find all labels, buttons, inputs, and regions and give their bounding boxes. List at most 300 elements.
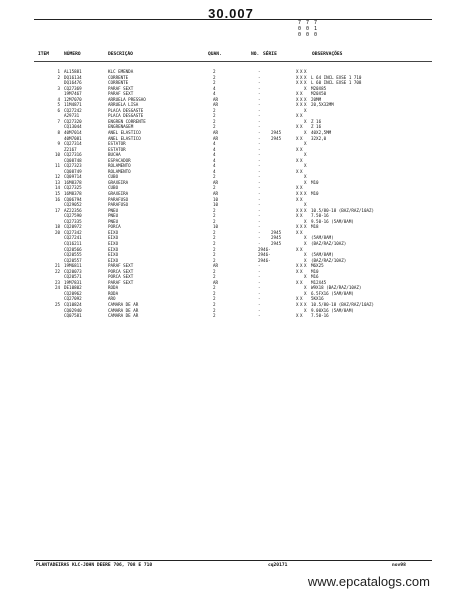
part-number: CQ20566 bbox=[64, 246, 82, 252]
observation: 32X2,0 bbox=[311, 135, 327, 141]
model-mark: X bbox=[296, 69, 299, 74]
col-qty-header: QUAN. bbox=[208, 52, 222, 57]
serial-from: - bbox=[258, 107, 261, 113]
part-number: DQ16476 bbox=[64, 80, 82, 86]
observation: 9.00X16 (5AM/8AM) bbox=[311, 307, 354, 313]
part-number: CQ16211 bbox=[64, 240, 82, 246]
quantity: 2 bbox=[213, 307, 216, 313]
serial-from: - bbox=[258, 307, 261, 313]
quantity: AR bbox=[213, 130, 219, 136]
part-number: DE10802 bbox=[64, 285, 82, 291]
model-mark: X bbox=[300, 207, 303, 213]
quantity: 2 bbox=[213, 296, 216, 302]
part-number: CQ20571 bbox=[64, 274, 82, 280]
part-number: 16M8378 bbox=[64, 191, 82, 197]
model-mark: X bbox=[296, 102, 299, 108]
serial-to: 2945 bbox=[271, 135, 282, 141]
description: BUCHA bbox=[108, 152, 121, 158]
col-obs-header: OBSERVAÇÕES bbox=[312, 52, 343, 57]
observation: 9.50-16 (5AM/8AM) bbox=[311, 218, 354, 224]
description: KLC EMENDA bbox=[108, 69, 134, 74]
model-mark: X bbox=[304, 107, 307, 113]
serial-from: - bbox=[258, 285, 261, 291]
model-mark: X bbox=[300, 91, 303, 97]
serial-from: - bbox=[258, 290, 261, 296]
model-mark: X bbox=[304, 152, 307, 158]
serial-from: 2946- bbox=[258, 257, 271, 263]
observation: 7.50-16 bbox=[311, 313, 329, 319]
description: ROLAMENTO bbox=[108, 168, 131, 174]
model-mark: X bbox=[300, 246, 303, 252]
parts-table bbox=[0, 69, 462, 319]
part-number: CQ27314 bbox=[64, 141, 82, 147]
observation: 10.5/80-18 (BAZ/RAZ/10AZ) bbox=[311, 207, 375, 213]
table-row bbox=[0, 313, 462, 319]
description: ROLAMENTO bbox=[108, 163, 131, 169]
watermark-link[interactable]: www.epcatalogs.com bbox=[307, 574, 430, 589]
observation: M16 bbox=[311, 274, 319, 280]
quantity: 2 bbox=[213, 313, 216, 319]
part-number: 11M4871 bbox=[64, 102, 82, 108]
model-mark: X bbox=[300, 102, 303, 108]
model-mark: X bbox=[300, 168, 303, 174]
description: ENGRENAGEM bbox=[108, 124, 134, 130]
model-mark: X bbox=[300, 113, 303, 119]
observation: Z 16 bbox=[311, 124, 322, 130]
model-mark: X bbox=[304, 224, 307, 230]
quantity: 2 bbox=[213, 240, 216, 246]
part-number: CQ27316 bbox=[64, 152, 82, 158]
quantity: 2 bbox=[213, 124, 216, 130]
part-number: AL15881 bbox=[64, 69, 82, 74]
model-mark: X bbox=[300, 301, 303, 307]
serial-from: - bbox=[258, 141, 261, 147]
part-number: CQ27342 bbox=[64, 229, 82, 235]
description: CAMARA DE AR bbox=[108, 313, 139, 319]
item-number: 11 bbox=[54, 163, 60, 169]
item-number: 7 bbox=[57, 118, 60, 124]
model-mark: X bbox=[304, 218, 307, 224]
description: CAMARA DE AR bbox=[108, 307, 139, 313]
item-number: 24 bbox=[54, 285, 60, 291]
model-mark: X bbox=[304, 118, 307, 124]
description: PORCA SEXT bbox=[108, 274, 134, 280]
part-number: CQ20962 bbox=[64, 290, 82, 296]
model-mark: X bbox=[296, 196, 299, 202]
observation: 7.50-16 bbox=[311, 213, 329, 219]
description: EIXO bbox=[108, 246, 119, 252]
model-mark: X bbox=[304, 235, 307, 241]
serial-from: - bbox=[258, 191, 261, 197]
serial-from: - bbox=[258, 163, 261, 169]
model-mark: X bbox=[300, 185, 303, 191]
model-mark: X bbox=[304, 290, 307, 296]
header-code: 0 0 1 bbox=[298, 26, 319, 32]
serial-from: - bbox=[258, 196, 261, 202]
serial-from: - bbox=[258, 69, 261, 74]
serial-from: - bbox=[258, 157, 261, 163]
description: CORRENTE bbox=[108, 74, 129, 80]
quantity: 10 bbox=[213, 196, 219, 202]
model-mark: X bbox=[304, 74, 307, 80]
model-mark: X bbox=[296, 146, 299, 152]
serial-to: 2945 bbox=[271, 235, 282, 241]
serial-from: - bbox=[258, 202, 261, 208]
serial-from: - bbox=[258, 313, 261, 319]
serial-to: 2945 bbox=[271, 229, 282, 235]
part-number: CQ27323 bbox=[64, 163, 82, 169]
part-number: CQ20972 bbox=[64, 224, 82, 230]
serial-from: 2946- bbox=[258, 252, 271, 258]
part-number: 40M7014 bbox=[64, 130, 82, 136]
quantity: AR bbox=[213, 279, 219, 285]
quantity: 2 bbox=[213, 74, 216, 80]
description: ENGREN CORRENTE bbox=[108, 118, 146, 124]
serial-from: - bbox=[258, 263, 261, 269]
item-number: 17 bbox=[54, 207, 60, 213]
model-mark: X bbox=[296, 229, 299, 235]
item-number: 21 bbox=[54, 263, 60, 269]
item-number: 1 bbox=[57, 69, 60, 74]
quantity: 10 bbox=[213, 202, 219, 208]
serial-from: - bbox=[258, 124, 261, 130]
description: EIXO bbox=[108, 235, 119, 241]
serial-from: 2946- bbox=[258, 246, 271, 252]
observation: M18 bbox=[311, 224, 319, 230]
model-mark: X bbox=[304, 69, 307, 74]
model-mark: X bbox=[300, 196, 303, 202]
description: PORCA SEXT bbox=[108, 268, 134, 274]
model-mark: X bbox=[296, 74, 299, 80]
description: ESTATOR bbox=[108, 146, 126, 152]
observation: L 64 INCL EXSE 1 710 bbox=[311, 74, 362, 80]
part-number: CQ09714 bbox=[64, 174, 82, 180]
serial-from: - bbox=[258, 235, 261, 241]
observation: 20MM bbox=[311, 96, 322, 102]
part-number: A29731 bbox=[64, 113, 80, 119]
quantity: 4 bbox=[213, 91, 216, 97]
header-code: 0 0 0 bbox=[298, 32, 319, 38]
part-number: CQ27241 bbox=[64, 235, 82, 241]
serial-from: - bbox=[258, 80, 261, 86]
description: CAMARA DE AR bbox=[108, 301, 139, 307]
quantity: 4 bbox=[213, 141, 216, 147]
description: PNEU bbox=[108, 218, 119, 224]
model-mark: X bbox=[296, 268, 299, 274]
description: ANEL ELASTICO bbox=[108, 135, 141, 141]
quantity: 2 bbox=[213, 207, 216, 213]
column-headers bbox=[0, 52, 462, 60]
quantity: 2 bbox=[213, 274, 216, 280]
quantity: AR bbox=[213, 191, 219, 197]
model-mark: X bbox=[304, 240, 307, 246]
model-mark: X bbox=[300, 224, 303, 230]
part-number: CQ07581 bbox=[64, 313, 82, 319]
model-mark: X bbox=[304, 202, 307, 208]
part-number: 12M7070 bbox=[64, 96, 82, 102]
footer-rule bbox=[34, 560, 432, 561]
description: PARAFUSO bbox=[108, 202, 129, 208]
item-number: 16 bbox=[54, 196, 60, 202]
quantity: 2 bbox=[213, 113, 216, 119]
quantity: 2 bbox=[213, 246, 216, 252]
part-number: AZ22356 bbox=[64, 207, 82, 213]
observation: 20,5X32MM bbox=[311, 102, 334, 108]
col-no-header: NO. bbox=[251, 52, 260, 57]
quantity: 2 bbox=[213, 185, 216, 191]
observation: (5AM/8AM) bbox=[311, 235, 334, 241]
model-mark: X bbox=[300, 69, 303, 74]
part-number: 16M8378 bbox=[64, 179, 82, 185]
observation: M20X85 bbox=[311, 85, 327, 91]
model-mark: X bbox=[304, 163, 307, 169]
quantity: 4 bbox=[213, 146, 216, 152]
model-mark: X bbox=[300, 124, 303, 130]
quantity: 2 bbox=[213, 257, 216, 263]
model-mark: X bbox=[304, 96, 307, 102]
item-number: 8 bbox=[57, 130, 60, 136]
description: CUBO bbox=[108, 174, 119, 180]
description: ARO bbox=[108, 296, 116, 302]
serial-from: - bbox=[258, 152, 261, 158]
serial-from: - bbox=[258, 96, 261, 102]
model-mark: X bbox=[300, 146, 303, 152]
description: ARRUELA PRESSAO bbox=[108, 96, 146, 102]
quantity: 2 bbox=[213, 235, 216, 241]
serial-from: - bbox=[258, 179, 261, 185]
model-mark: X bbox=[296, 80, 299, 86]
col-part-header: NÚMERO bbox=[64, 52, 81, 57]
model-mark: X bbox=[304, 252, 307, 258]
model-mark: X bbox=[296, 168, 299, 174]
item-number: 20 bbox=[54, 229, 60, 235]
part-number: CQ13044 bbox=[64, 124, 82, 130]
description: PNEU bbox=[108, 207, 119, 213]
model-mark: X bbox=[296, 185, 299, 191]
serial-from: - bbox=[258, 279, 261, 285]
model-mark: X bbox=[300, 157, 303, 163]
serial-to: 2945 bbox=[271, 240, 282, 246]
description: GRAXEIRA bbox=[108, 179, 129, 185]
part-number: CQ27320 bbox=[64, 118, 82, 124]
model-mark: X bbox=[296, 96, 299, 102]
model-mark: X bbox=[304, 141, 307, 147]
item-number: 13 bbox=[54, 179, 60, 185]
quantity: 2 bbox=[213, 80, 216, 86]
part-number: CQ10824 bbox=[64, 301, 82, 307]
quantity: AR bbox=[213, 179, 219, 185]
item-number: 5 bbox=[57, 102, 60, 108]
model-mark: X bbox=[296, 113, 299, 119]
part-number: CQ20555 bbox=[64, 252, 82, 258]
part-number: CQ08749 bbox=[64, 168, 82, 174]
col-item-header: ITEM bbox=[38, 52, 50, 57]
item-number: 14 bbox=[54, 185, 60, 191]
description: PARAF SEXT bbox=[108, 91, 134, 97]
observation: M10 bbox=[311, 179, 319, 185]
serial-from: - bbox=[258, 168, 261, 174]
model-mark: X bbox=[300, 279, 303, 285]
model-mark: X bbox=[304, 285, 307, 291]
serial-from: - bbox=[258, 74, 261, 80]
quantity: 4 bbox=[213, 152, 216, 158]
model-mark: X bbox=[296, 207, 299, 213]
serial-from: - bbox=[258, 213, 261, 219]
observation: M10 bbox=[311, 191, 319, 197]
observation: (5AM/8AM) bbox=[311, 252, 334, 258]
item-number: 9 bbox=[57, 141, 60, 147]
observation: W9X18 (BAZ/RAZ/10AZ) bbox=[311, 285, 362, 291]
model-mark: X bbox=[296, 213, 299, 219]
description: PORCA bbox=[108, 224, 121, 230]
observation: 40X2,5MM bbox=[311, 130, 332, 136]
col-desc-header: DESCRIÇÃO bbox=[108, 52, 133, 57]
description: EIXO bbox=[108, 252, 119, 258]
serial-from: - bbox=[258, 130, 261, 136]
description: PARAF SEXT bbox=[108, 279, 134, 285]
description: RODA bbox=[108, 285, 119, 291]
model-mark: X bbox=[304, 207, 307, 213]
serial-from: - bbox=[258, 185, 261, 191]
quantity: AR bbox=[213, 102, 219, 108]
footer-doc-code: cq20171 bbox=[268, 563, 288, 568]
model-mark: X bbox=[296, 135, 299, 141]
serial-from: - bbox=[258, 218, 261, 224]
description: CORRENTE bbox=[108, 80, 129, 86]
quantity: AR bbox=[213, 263, 219, 269]
footer-date: nov98 bbox=[392, 563, 406, 568]
model-mark: X bbox=[304, 257, 307, 263]
item-number: 12 bbox=[54, 174, 60, 180]
model-mark: X bbox=[300, 313, 303, 319]
observation: M20X50 bbox=[311, 91, 327, 97]
serial-from: - bbox=[258, 296, 261, 302]
serial-from: - bbox=[258, 240, 261, 246]
serial-from: - bbox=[258, 102, 261, 108]
model-mark: X bbox=[304, 85, 307, 91]
model-mark: X bbox=[300, 135, 303, 141]
observation: (BAZ/RAZ/10AZ) bbox=[311, 257, 347, 263]
model-mark: X bbox=[300, 296, 303, 302]
model-mark: X bbox=[304, 102, 307, 108]
description: EIXO bbox=[108, 229, 119, 235]
part-number: CQ27590 bbox=[64, 213, 82, 219]
description: ARRUELA LISA bbox=[108, 102, 139, 108]
item-number: 3 bbox=[57, 85, 60, 91]
serial-from: - bbox=[258, 301, 261, 307]
model-mark: X bbox=[296, 279, 299, 285]
part-number: CQ27242 bbox=[64, 107, 82, 113]
model-mark: X bbox=[296, 263, 299, 269]
quantity: AR bbox=[213, 96, 219, 102]
col-serie-header: SÉRIE bbox=[263, 52, 277, 57]
description: GRAXEIRA bbox=[108, 191, 129, 197]
page-number: 30.007 bbox=[208, 6, 254, 21]
description: PARAF SEXT bbox=[108, 263, 134, 269]
part-number: DQ16134 bbox=[64, 74, 82, 80]
model-mark: X bbox=[300, 213, 303, 219]
description: ESPACADOR bbox=[108, 157, 131, 163]
quantity: 2 bbox=[213, 285, 216, 291]
part-number: Z2167 bbox=[64, 146, 77, 152]
part-number: CQ06794 bbox=[64, 196, 82, 202]
model-mark: X bbox=[304, 191, 307, 197]
item-number: 10 bbox=[54, 152, 60, 158]
model-mark: X bbox=[304, 301, 307, 307]
model-mark: X bbox=[296, 124, 299, 130]
model-mark: X bbox=[304, 179, 307, 185]
quantity: 2 bbox=[213, 229, 216, 235]
observation: M6X25 bbox=[311, 263, 324, 269]
description: ANEL ELASTICO bbox=[108, 130, 141, 136]
description: CUBO bbox=[108, 185, 119, 191]
description: PLACA DESGASTE bbox=[108, 113, 144, 119]
observation: (BAZ/RAZ/10AZ) bbox=[311, 240, 347, 246]
model-mark: X bbox=[304, 307, 307, 313]
item-number: 6 bbox=[57, 107, 60, 113]
serial-from: - bbox=[258, 268, 261, 274]
serial-from: - bbox=[258, 91, 261, 97]
model-mark: X bbox=[296, 157, 299, 163]
item-number: 25 bbox=[54, 301, 60, 307]
model-mark: X bbox=[304, 263, 307, 269]
serial-from: - bbox=[258, 224, 261, 230]
model-mark: X bbox=[300, 80, 303, 86]
part-number: CQ27369 bbox=[64, 85, 82, 91]
model-mark: X bbox=[304, 174, 307, 180]
serial-from: - bbox=[258, 229, 261, 235]
quantity: 4 bbox=[213, 85, 216, 91]
description: ESTATOR bbox=[108, 141, 126, 147]
part-number: CQ20557 bbox=[64, 257, 82, 263]
item-number: 15 bbox=[54, 191, 60, 197]
quantity: 2 bbox=[213, 69, 216, 74]
top-rule bbox=[34, 19, 432, 20]
item-number: 18 bbox=[54, 224, 60, 230]
model-mark: X bbox=[300, 96, 303, 102]
model-mark: X bbox=[296, 191, 299, 197]
model-mark: X bbox=[300, 229, 303, 235]
model-mark: X bbox=[296, 224, 299, 230]
model-mark: X bbox=[296, 246, 299, 252]
serial-from: - bbox=[258, 135, 261, 141]
part-number: CQ27092 bbox=[64, 296, 82, 302]
observation: 10.5/80-18 (BAZ/RAZ/10AZ) bbox=[311, 301, 375, 307]
serial-from: - bbox=[258, 207, 261, 213]
description: PLACA DESGASTE bbox=[108, 107, 144, 113]
model-mark: X bbox=[300, 191, 303, 197]
model-mark: X bbox=[304, 80, 307, 86]
model-mark: X bbox=[304, 130, 307, 136]
model-mark: X bbox=[296, 296, 299, 302]
quantity: 2 bbox=[213, 252, 216, 258]
model-mark: X bbox=[300, 74, 303, 80]
description: EIXO bbox=[108, 257, 119, 263]
part-number: 19M6811 bbox=[64, 263, 82, 269]
quantity: 4 bbox=[213, 163, 216, 169]
serial-from: - bbox=[258, 174, 261, 180]
serial-from: - bbox=[258, 274, 261, 280]
quantity: 2 bbox=[213, 118, 216, 124]
header-model-codes bbox=[298, 20, 318, 38]
model-mark: X bbox=[296, 301, 299, 307]
serial-to: 2945 bbox=[271, 130, 282, 136]
footer-title: PLANTADEIRAS KLC-JOHN DEERE 706, 708 E 710 bbox=[36, 563, 153, 568]
part-number: CQ27335 bbox=[64, 218, 82, 224]
header-code: 7 7 7 bbox=[298, 20, 319, 26]
quantity: 2 bbox=[213, 218, 216, 224]
part-number: CQ29052 bbox=[64, 202, 82, 208]
